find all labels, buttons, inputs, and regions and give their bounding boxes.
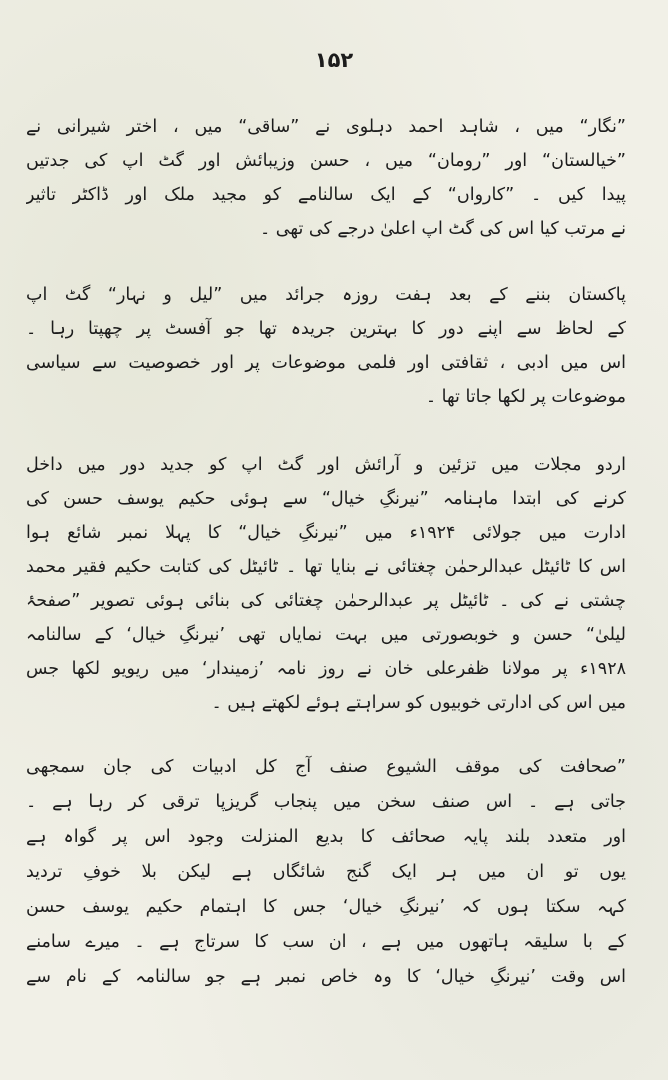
text-line: پاکستان بننے کے بعد ہفت روزہ جرائد میں ”لیل و نہار“ گٹ اپ — [26, 285, 626, 305]
text-line: چشتی نے کی ۔ ٹائیٹل پر عبدالرحمٰن چغتائی کی بنائی ہوئی تصویر ”صفحۂ — [26, 591, 626, 611]
text-line: اس میں ادبی ، ثقافتی اور فلمی موضوعات پر اور خصوصیت سے سیاسی — [26, 353, 626, 373]
text-line: پیدا کیں ۔ ”کارواں“ کے ایک سالنامے کو مجید ملک اور ڈاکٹر تاثیر — [26, 185, 626, 205]
text-line: نے مرتب کیا اس کی گٹ اپ اعلیٰ درجے کی تھی ۔ — [259, 219, 626, 239]
text-line: اس کا ٹائیٹل عبدالرحمٰن چغتائی نے بنایا تھا ۔ ٹائیٹل کی کتابت حکیم فقیر محمد — [26, 557, 626, 577]
text-line: میں اس کی ادارتی خوبیوں کو سراہتے ہوئے لکھتے ہیں ۔ — [211, 693, 626, 713]
text-line: جاتی ہے ۔ اس صنف سخن میں پنجاب گریزپا ترقی کر رہا ہے ۔ — [26, 792, 626, 812]
paragraph-magazines-nigar-saqi — [26, 110, 626, 246]
text-line: ”خیالستان“ اور ”رومان“ میں ، حسن وزیبائش اور گٹ اپ کی جدتیں — [26, 151, 626, 171]
text-line: لیلیٰ“ حسن و خوبصورتی میں بہت نمایاں تھی ’نیرنگِ خیال‘ کے سالنامہ — [26, 625, 626, 645]
paragraph-lail-o-nahar — [26, 278, 626, 414]
text-line: یوں تو ان میں ہر ایک گنج شائگاں ہے لیکن بلا خوفِ تردید — [26, 862, 626, 882]
text-line: کے لحاظ سے اپنے دور کا بہترین جریدہ تھا جو آفسٹ پر چھپتا رہا ۔ — [26, 319, 626, 339]
text-line: ۱۹۲۸ء پر مولانا ظفرعلی خان نے روز نامہ ’زمیندار‘ میں ریویو لکھا جس — [26, 659, 626, 679]
quoted-review-paragraph — [26, 750, 626, 995]
text-line: اس وقت ’نیرنگِ خیال‘ کا وہ خاص نمبر ہے جو سالنامہ کے نام سے — [26, 967, 626, 987]
text-line: اردو مجلات میں تزئین و آرائش اور گٹ اپ کو جدید دور میں داخل — [26, 455, 626, 475]
text-line: کے با سلیقہ ہاتھوں میں ہے ، ان سب کا سرتاج ہے ۔ میرے سامنے — [26, 932, 626, 952]
text-line: موضوعات پر لکھا جاتا تھا ۔ — [425, 387, 626, 407]
text-line: اور متعدد بلند پایہ صحائف کا بدیع المنزلت وجود اس پر گواہ ہے — [26, 827, 626, 847]
text-line: ”نگار“ میں ، شاہد احمد دہلوی نے ”ساقی“ میں ، اختر شیرانی نے — [26, 117, 626, 137]
text-line: کہہ سکتا ہوں کہ ’نیرنگِ خیال‘ جس کا اہتمام حکیم یوسف حسن — [26, 897, 626, 917]
page-number: ۱۵۲ — [314, 48, 354, 72]
text-line: ”صحافت کی موقف الشیوع صنف آج کل ادبیات کی جان سمجھی — [26, 757, 626, 777]
text-line: کرنے کی ابتدا ماہنامہ ”نیرنگِ خیال“ سے ہوئی حکیم یوسف حسن کی — [26, 489, 626, 509]
text-line: ادارت میں جولائی ۱۹۲۴ء میں ”نیرنگِ خیال“ کا پہلا نمبر شائع ہوا — [26, 523, 626, 543]
paragraph-nairang-e-khayal — [26, 448, 626, 720]
